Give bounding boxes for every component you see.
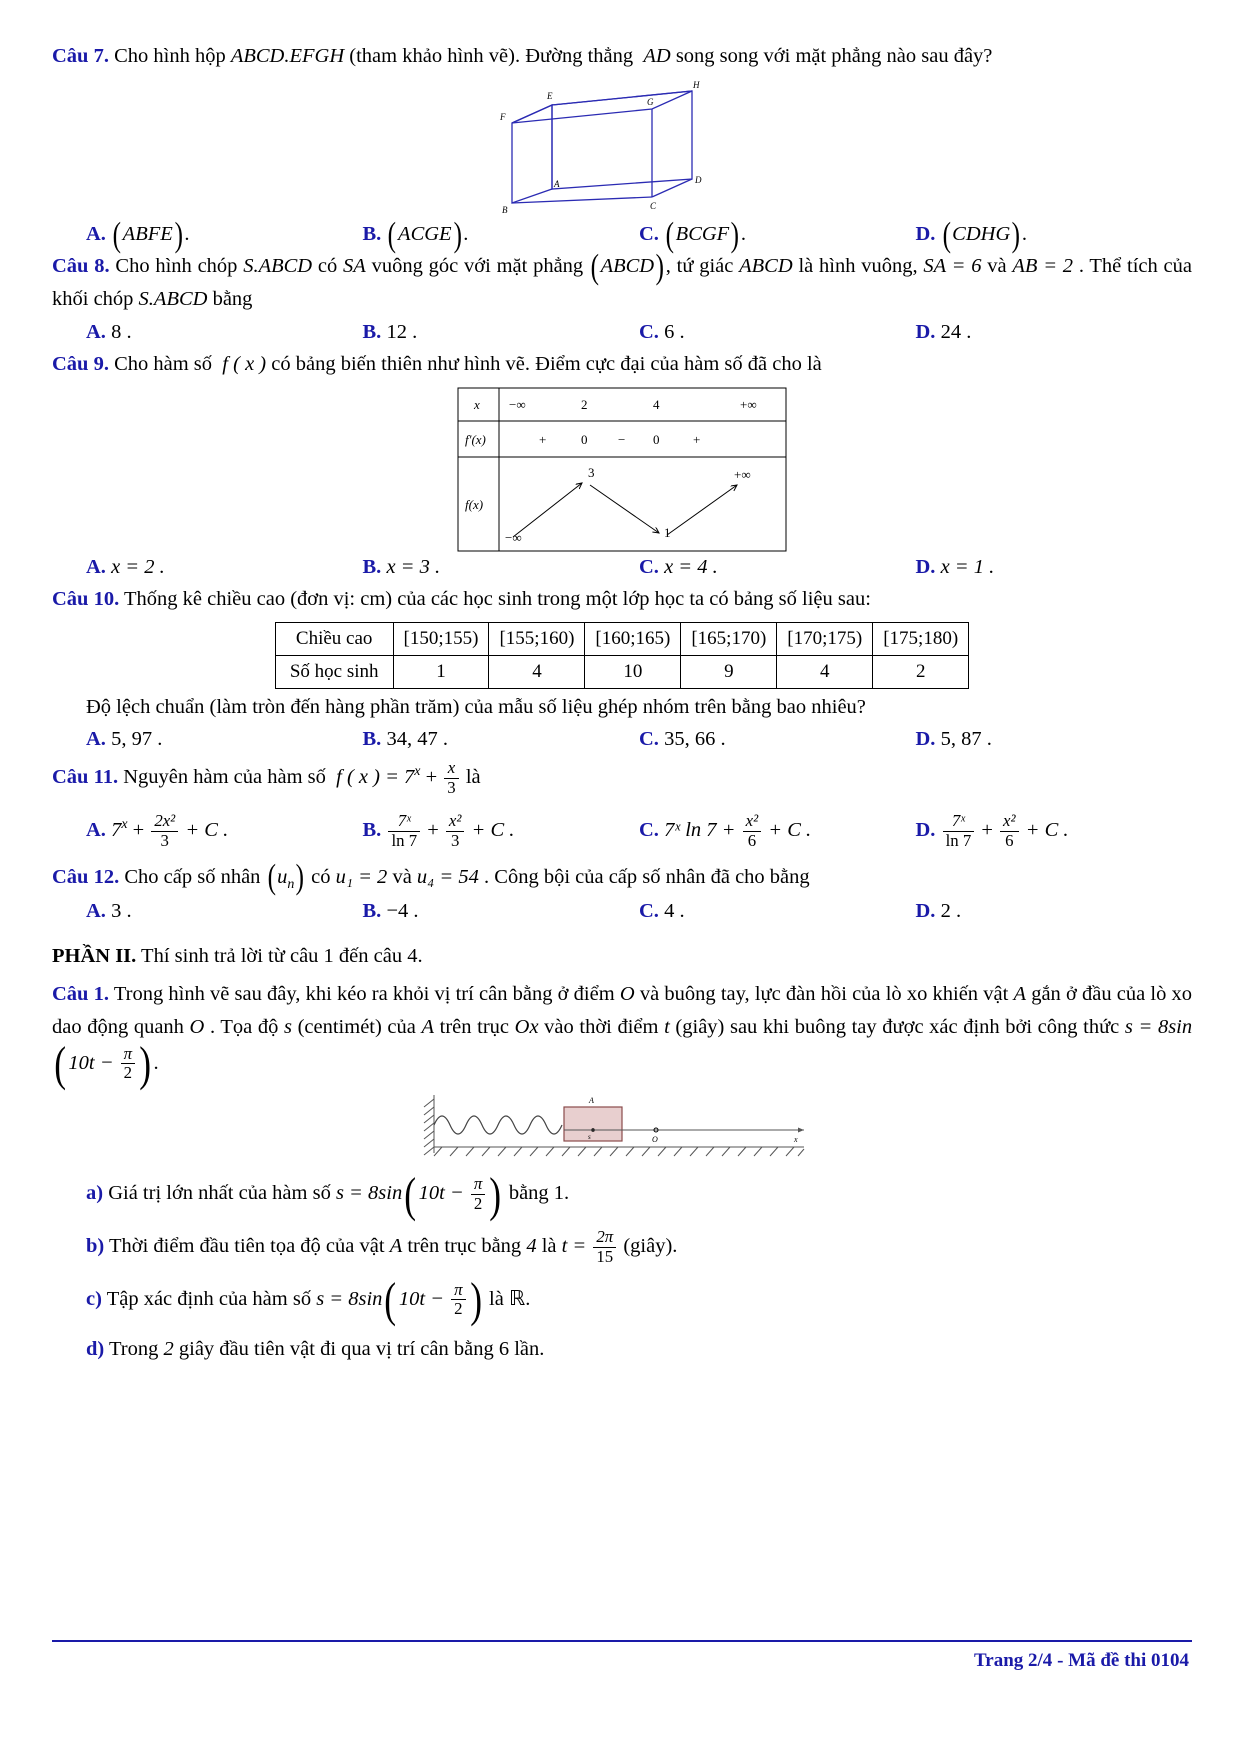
- question-10-option-c[interactable]: [639, 728, 916, 751]
- question-8-quad: ABCD: [739, 255, 793, 278]
- sub-item-formula-inner: 10t −: [398, 1287, 444, 1310]
- option-value: x = 4 .: [664, 555, 718, 578]
- option-value: −4 .: [386, 900, 419, 923]
- sub-item-text-3: .: [525, 1287, 531, 1310]
- option-tail: + C .: [471, 818, 515, 841]
- option-letter: B.: [362, 320, 382, 343]
- option-letter: A.: [86, 555, 106, 578]
- fraction-denominator: ln 7: [943, 831, 975, 851]
- question-8-option-c[interactable]: [639, 321, 916, 344]
- spring-figure-container: [52, 1089, 1192, 1161]
- question-11-options: [52, 812, 1192, 851]
- question-12-option-c[interactable]: [639, 900, 916, 923]
- question-12-text-1: Cho cấp số nhân: [124, 865, 261, 888]
- fraction-denominator: 15: [593, 1247, 616, 1267]
- question-8-sa: SA: [343, 255, 366, 278]
- fraction-numerator: π: [454, 1279, 463, 1299]
- sub-item-text-2: trên trục bằng: [407, 1234, 522, 1257]
- svg-text:A: A: [554, 179, 560, 190]
- sub-item-text-2: là: [489, 1287, 504, 1310]
- table-row-counts: [275, 656, 968, 689]
- question-7-text-1: Cho hình hộp: [114, 45, 226, 67]
- question-11-label: Câu 11.: [52, 766, 119, 789]
- table-cell-interval: [155;160): [489, 623, 585, 656]
- fraction-denominator: ln 7: [388, 831, 420, 851]
- question-8-option-a[interactable]: [86, 321, 363, 344]
- page-content: [52, 40, 1192, 1372]
- question-7-text-2: (tham khảo hình vẽ). Đường thẳng: [349, 45, 634, 67]
- option-letter: D.: [915, 555, 936, 578]
- question-8-text-8: bằng: [212, 288, 253, 311]
- question-7-option-b[interactable]: B. (ACGE).: [362, 215, 469, 255]
- sub-item-fraction: [471, 1175, 485, 1214]
- option-letter: D.: [915, 320, 936, 343]
- fraction-denominator: 6: [1000, 831, 1019, 851]
- option-operator: +: [132, 818, 145, 841]
- option-value: 4 .: [664, 900, 685, 923]
- option-value: ACGE: [398, 223, 452, 246]
- question-8-text-6: và: [987, 255, 1007, 278]
- p2q1-time-t: t: [664, 1016, 670, 1039]
- p2q1-text-1: Trong hình vẽ sau đây, khi kéo ra khỏi vị trí cân bằng ở điểm: [113, 983, 615, 1006]
- option-value: BCGF: [675, 223, 730, 246]
- footer-text: Trang 2/4 - Mã đề thi 0104: [974, 1650, 1189, 1671]
- part-2-question-1: Câu 1. Trong hình vẽ sau đây, khi kéo ra khỏi vị trí cân bằng ở điểm O và buông tay, lực đàn hồi của lò xo khiến vật A gắn ở đầu của lò xo dao động quanh O . Tọa độ s (centimét) của A trên trục Ox vào thời điểm t (giây) sau khi buông tay được xác định bởi công thức s = 8sin( 10t − $\frac{\pi}{2}$ ) .: [52, 983, 1193, 1092]
- question-8-pyramid-2: S.ABCD: [138, 288, 208, 311]
- question-10-option-b[interactable]: [363, 728, 640, 751]
- svg-text:f(x): f(x): [465, 496, 484, 512]
- table-cell-count: 4: [777, 656, 873, 689]
- question-8: Câu 8. Cho hình chóp S.ABCD có SA vuông góc với mặt phẳng (ABCD), tứ giác ABCD là hình vuông, SA = 6 và AB = 2 . Thể tích của khối chóp S.ABCD bằng: [52, 247, 1192, 311]
- question-9-label: Câu 9.: [52, 352, 109, 375]
- p2q1-coord-s: s: [283, 1016, 292, 1039]
- p2q1-point-o-2: O: [189, 1016, 205, 1039]
- svg-text:+: +: [539, 431, 547, 447]
- option-fraction-1: [388, 812, 420, 851]
- svg-text:x: x: [474, 396, 480, 412]
- question-9: [52, 348, 1192, 381]
- question-12-options: [52, 900, 1192, 923]
- option-lead: 7ˣ ln 7 +: [664, 818, 736, 841]
- svg-text:+∞: +∞: [734, 466, 751, 482]
- question-10-options: [52, 728, 1192, 751]
- option-letter: B.: [362, 818, 382, 841]
- p2q1-text-8: (giây) sau khi buông tay được xác định bởi công thức: [675, 1016, 1120, 1039]
- sub-item-text-3: là: [541, 1234, 557, 1257]
- question-8-options: [52, 321, 1192, 344]
- svg-text:4: 4: [653, 396, 660, 412]
- option-fraction: [743, 812, 762, 851]
- svg-text:E: E: [547, 91, 553, 102]
- sub-item-t-eq: t =: [561, 1234, 587, 1257]
- sub-item-letter: b): [86, 1234, 105, 1257]
- question-8-text-4: , tứ giác: [665, 255, 734, 278]
- question-8-text-2: có: [317, 255, 338, 278]
- question-9-option-a[interactable]: [86, 556, 363, 579]
- fraction-denominator: 2: [471, 1194, 485, 1214]
- question-9-options: [52, 556, 1192, 579]
- option-letter: C.: [639, 320, 659, 343]
- spring-mass-figure: [412, 1089, 832, 1161]
- table-cell-interval: [170;175): [777, 623, 873, 656]
- footer-page-number: Trang 2/4: [974, 1650, 1053, 1671]
- question-12-u1: u₁ = 2: [335, 865, 388, 888]
- question-7-shape: ABCD.EFGH: [230, 45, 345, 67]
- option-letter: B.: [362, 728, 382, 751]
- option-fraction-2: [446, 812, 465, 851]
- question-8-option-b[interactable]: [363, 321, 640, 344]
- sub-item-letter: a): [86, 1182, 104, 1205]
- option-fraction-2: [1000, 812, 1019, 851]
- option-letter: B.: [362, 555, 382, 578]
- table-cell-interval: [175;180): [873, 623, 969, 656]
- question-10-text-2: Độ lệch chuẩn (làm tròn đến hàng phần trăm) của mẫu số liệu ghép nhóm trên bằng bao nhiêu?: [86, 696, 866, 719]
- svg-text:+: +: [693, 431, 701, 447]
- sub-item-text-4: (giây).: [623, 1234, 678, 1257]
- question-9-text-2: có bảng biến thiên như hình vẽ. Điểm cực đại của hàm số đã cho là: [271, 352, 822, 375]
- p2q1-formula-fraction: [121, 1045, 135, 1084]
- fraction-numerator: x²: [745, 810, 759, 830]
- sub-item-object-a: A: [389, 1234, 403, 1257]
- fraction-numerator: x²: [1003, 810, 1016, 830]
- svg-text:1: 1: [664, 524, 671, 540]
- part-2-heading-bold: PHẦN II.: [52, 945, 137, 968]
- option-value: CDHG: [952, 223, 1011, 246]
- part-2-heading: [52, 945, 1192, 968]
- option-exponent: x: [121, 817, 128, 833]
- option-letter: D.: [915, 900, 936, 923]
- sub-item-text-1: Thời điểm đầu tiên tọa độ của vật: [109, 1234, 385, 1257]
- p2q1-text-7: vào thời điểm: [544, 1016, 659, 1039]
- svg-text:x: x: [794, 1135, 798, 1145]
- svg-text:A: A: [589, 1096, 594, 1106]
- fraction-numerator: π: [473, 1174, 483, 1194]
- question-12: Câu 12. Cho cấp số nhân $(u_n)$ có u₁ = 2 và u₄ = 54 . Công bội của cấp số nhân đã cho bằng: [52, 857, 810, 897]
- sub-item-formula-lead: s = 8sin: [316, 1287, 383, 1310]
- svg-text:3: 3: [588, 464, 595, 480]
- question-8-text-7: . Thể tích của khối chóp: [52, 255, 1192, 311]
- option-letter: D.: [915, 818, 936, 841]
- p2q1-item-d: [52, 1333, 1192, 1366]
- sub-item-set-r: ℝ: [508, 1287, 526, 1310]
- option-fraction: [151, 812, 178, 851]
- sub-item-fraction: [451, 1281, 465, 1320]
- table-cell-interval: [150;155): [393, 623, 489, 656]
- question-12-option-a[interactable]: [86, 900, 363, 923]
- sub-item-formula-lead: s = 8sin: [335, 1182, 403, 1205]
- svg-text:0: 0: [653, 431, 660, 447]
- question-9-option-b[interactable]: [363, 556, 640, 579]
- option-value: 5, 97 .: [111, 728, 163, 751]
- svg-text:0: 0: [581, 431, 588, 447]
- question-7-option-a[interactable]: A. (ABFE).: [86, 215, 190, 255]
- table-cell-interval: [160;165): [585, 623, 681, 656]
- fraction-denominator: 3: [446, 831, 465, 851]
- svg-text:F: F: [500, 112, 506, 123]
- table-cell-interval: [165;170): [681, 623, 777, 656]
- question-12-option-d[interactable]: [916, 900, 1193, 923]
- option-letter: B.: [362, 900, 382, 923]
- fraction-numerator: 2π: [596, 1226, 614, 1246]
- part-2-heading-rest: Thí sinh trả lời từ câu 1 đến câu 4.: [136, 945, 423, 968]
- svg-text:B: B: [502, 205, 508, 216]
- option-tail: + C .: [1025, 818, 1069, 841]
- p2q1-text-3: gắn ở đầu của lò xo dao động quanh: [52, 983, 1193, 1039]
- question-8-option-d[interactable]: [916, 321, 1193, 344]
- option-value: 34, 47 .: [386, 728, 448, 751]
- variation-table-figure: [457, 387, 787, 552]
- question-10-option-d[interactable]: [916, 728, 1193, 751]
- option-letter: C.: [639, 728, 659, 751]
- option-value: 12 .: [386, 320, 418, 343]
- fraction-numerator: 2x²: [154, 810, 176, 830]
- box-figure-container: [52, 79, 1192, 219]
- question-12-text-2: có: [311, 865, 331, 888]
- fraction-numerator: 7ˣ: [397, 810, 411, 830]
- question-12-label: Câu 12.: [52, 865, 120, 888]
- question-8-ab-eq: AB = 2: [1012, 255, 1074, 278]
- svg-text:−∞: −∞: [509, 396, 526, 412]
- fraction-denominator: 2: [451, 1299, 465, 1319]
- option-value: ABFE: [122, 223, 173, 246]
- svg-text:C: C: [650, 201, 657, 212]
- question-10-option-a[interactable]: [86, 728, 363, 751]
- question-11-plus: +: [425, 766, 438, 789]
- option-tail: + C .: [185, 818, 229, 841]
- question-11-option-c[interactable]: [639, 812, 916, 851]
- svg-text:f′(x): f′(x): [465, 431, 486, 447]
- p2q1-formula-lead: s = 8sin: [1124, 1016, 1193, 1039]
- sub-item-letter: d): [86, 1338, 105, 1361]
- question-10-text-1: Thống kê chiều cao (đơn vị: cm) của các học sinh trong một lớp học ta có bảng số liệu sau:: [123, 587, 871, 610]
- fraction-numerator: 7ˣ: [951, 810, 965, 830]
- footer-divider: [52, 1640, 1192, 1642]
- question-7: [52, 40, 1192, 73]
- sub-item-formula-inner: 10t −: [418, 1182, 464, 1205]
- option-value: 35, 66 .: [664, 728, 726, 751]
- sub-item-value: 4: [526, 1234, 537, 1257]
- question-12-text-4: . Công bội của cấp số nhân đã cho bằng: [484, 865, 810, 888]
- svg-text:G: G: [647, 97, 654, 108]
- question-12-seq: u: [277, 865, 288, 888]
- question-10: [52, 583, 1192, 616]
- svg-text:O: O: [652, 1135, 658, 1145]
- p2q1-point-o: O: [619, 983, 635, 1006]
- p2q1-formula-inner: 10t −: [68, 1051, 114, 1074]
- option-value: 24 .: [940, 320, 972, 343]
- p2q1-text-6: trên trục: [439, 1016, 510, 1039]
- p2q1-object-a-2: A: [421, 1016, 435, 1039]
- sub-item-text-1: Tập xác định của hàm số: [106, 1287, 312, 1310]
- question-8-sa-eq: SA = 6: [923, 255, 982, 278]
- p2q1-text-4: . Tọa độ: [209, 1016, 279, 1039]
- question-7-option-c[interactable]: C. (BCGF).: [639, 215, 746, 255]
- option-value: x = 1 .: [940, 555, 995, 578]
- option-letter: D.: [915, 223, 936, 246]
- option-letter: A.: [86, 728, 106, 751]
- variation-table-container: [52, 387, 1192, 552]
- sub-item-text-2: bằng 1.: [508, 1182, 570, 1205]
- option-letter: B.: [362, 223, 382, 246]
- box-figure-abcd-efgh: [492, 79, 752, 219]
- svg-text:2: 2: [581, 396, 588, 412]
- sub-item-text-2: giây đầu tiên vật đi qua vị trí cân bằng 6 lần.: [178, 1338, 545, 1361]
- question-7-options: [52, 215, 1192, 255]
- p2q1-axis-ox: Ox: [514, 1016, 539, 1039]
- question-10-label: Câu 10.: [52, 587, 120, 610]
- footer-exam-code: Mã đề thi 0104: [1068, 1650, 1189, 1671]
- fraction-denominator: 6: [743, 831, 762, 851]
- p2q1-text-2: và buông tay, lực đàn hồi của lò xo khiến vật: [639, 983, 1009, 1006]
- question-9-option-c[interactable]: [639, 556, 916, 579]
- p2q1-object-a: A: [1013, 983, 1026, 1006]
- question-9-option-d[interactable]: [916, 556, 1193, 579]
- table-cell-count: 1: [393, 656, 489, 689]
- option-letter: A.: [86, 320, 106, 343]
- option-operator: +: [981, 818, 993, 841]
- fraction-denominator: 3: [444, 778, 458, 798]
- option-value: 6 .: [664, 320, 685, 343]
- option-letter: C.: [639, 223, 659, 246]
- option-value: 3 .: [111, 900, 132, 923]
- svg-text:−: −: [618, 431, 626, 447]
- p2q1-item-a: a) Giá trị lớn nhất của hàm số s = 8sin( 10t − $\frac{\pi}{2}$ ) bằng 1.: [86, 1166, 570, 1222]
- option-letter: C.: [639, 818, 659, 841]
- question-8-text-3: vuông góc với mặt phẳng: [371, 255, 584, 278]
- option-letter: A.: [86, 223, 106, 246]
- question-11-text-2: là: [465, 766, 481, 789]
- question-12-u4: u₄ = 54: [416, 865, 479, 888]
- question-8-pyramid: S.ABCD: [243, 255, 313, 278]
- table-header-count: Số học sinh: [275, 656, 393, 689]
- question-9-text-1: Cho hàm số: [114, 352, 213, 375]
- sub-item-text-1: Giá trị lớn nhất của hàm số: [108, 1182, 331, 1205]
- svg-text:D: D: [695, 175, 702, 186]
- question-11-text-1: Nguyên hàm của hàm số: [123, 766, 326, 789]
- question-7-text-3: song song với mặt phẳng nào sau đây?: [675, 45, 993, 67]
- question-11-fraction: [444, 759, 458, 798]
- question-11-option-b[interactable]: [363, 812, 640, 851]
- question-7-option-d[interactable]: D. (CDHG).: [915, 215, 1027, 255]
- svg-text:−∞: −∞: [505, 529, 522, 545]
- fraction-denominator: 3: [151, 831, 178, 851]
- question-10-subtext: [52, 691, 1192, 724]
- fraction-numerator: x²: [448, 810, 462, 830]
- option-tail: + C .: [768, 818, 812, 841]
- option-value: 5, 87 .: [940, 728, 992, 751]
- fraction-numerator: π: [123, 1043, 133, 1063]
- table-cell-count: 10: [585, 656, 681, 689]
- sub-item-text-1: Trong: [109, 1338, 159, 1361]
- question-9-fx: f ( x ): [222, 352, 267, 375]
- option-letter: C.: [639, 555, 659, 578]
- svg-text:+∞: +∞: [740, 396, 757, 412]
- option-fraction-1: [943, 812, 975, 851]
- svg-text:H: H: [693, 80, 700, 91]
- option-value: 8 .: [111, 320, 132, 343]
- option-letter: D.: [915, 728, 936, 751]
- table-row-heights: [275, 623, 968, 656]
- question-8-label: Câu 8.: [52, 255, 110, 278]
- question-8-text-5: là hình vuông,: [798, 255, 918, 278]
- table-cell-count: 9: [681, 656, 777, 689]
- option-letter: A.: [86, 818, 106, 841]
- question-8-plane: ABCD: [600, 255, 655, 278]
- table-cell-count: 2: [873, 656, 969, 689]
- table-header-height: Chiều cao: [275, 623, 393, 656]
- table-cell-count: 4: [489, 656, 585, 689]
- question-12-seq-sub: n: [287, 876, 295, 892]
- question-12-option-b[interactable]: [363, 900, 640, 923]
- sub-item-value: 2: [163, 1338, 174, 1361]
- question-12-text-3: và: [392, 865, 412, 888]
- option-value: x = 2 .: [111, 555, 165, 578]
- question-8-text-1: Cho hình chóp: [115, 255, 238, 278]
- question-11-option-a[interactable]: [86, 812, 363, 851]
- height-statistics-table: [275, 622, 969, 689]
- p2q1-item-c: c) Tập xác định của hàm số s = 8sin( 10t − $\frac{\pi}{2}$ ) là ℝ.: [86, 1272, 531, 1328]
- question-11-formula-prefix: f ( x ) = 7: [336, 766, 415, 789]
- question-11: [52, 759, 1192, 798]
- option-letter: A.: [86, 900, 106, 923]
- svg-text:s: s: [588, 1133, 591, 1142]
- option-base: 7: [111, 818, 122, 841]
- fraction-denominator: 2: [121, 1063, 135, 1083]
- question-11-option-d[interactable]: [916, 812, 1193, 851]
- option-value: 2 .: [940, 900, 962, 923]
- mass-block: [564, 1107, 622, 1141]
- sub-item-fraction: [593, 1228, 616, 1267]
- p2q1-item-b: [52, 1228, 1192, 1267]
- option-letter: C.: [639, 900, 659, 923]
- option-value: x = 3 .: [386, 555, 441, 578]
- p2q1-text-5: (centimét) của: [297, 1016, 416, 1039]
- question-7-label: Câu 7.: [52, 45, 109, 67]
- question-11-formula-exponent: x: [414, 764, 421, 780]
- option-operator: +: [427, 818, 439, 841]
- sub-item-letter: c): [86, 1287, 102, 1310]
- part-2-question-1-label: Câu 1.: [52, 983, 110, 1006]
- question-7-line: AD: [643, 45, 671, 67]
- fraction-numerator: x: [447, 758, 456, 778]
